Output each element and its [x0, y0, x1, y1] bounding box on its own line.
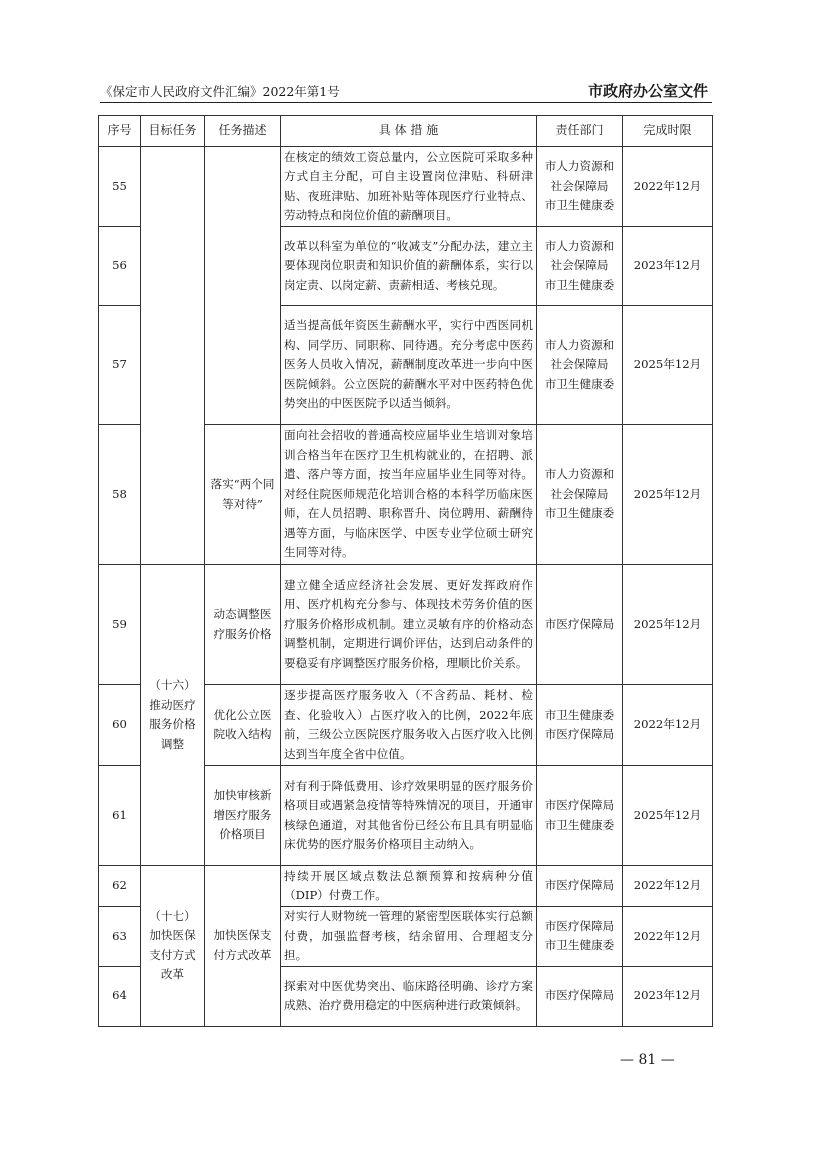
- dept-line: 社会保障局: [550, 178, 609, 193]
- deadline: 2022年12月: [623, 866, 713, 907]
- measure-text: 面向社会招收的普通高校应届毕业生培训对象培训合格当年在医疗卫生机构就业的，在招聘、派遣、落户等方面，按当年应届毕业生同等对待。对经住院医师规范化培训合格的本科学历临床医师，在人员招聘、职称晋升、岗位聘用、薪酬待遇等方面，与临床医学、中医专业学位硕士研究生同等对待。: [281, 425, 537, 565]
- row-number: 64: [99, 966, 141, 1026]
- col-header-time: 完成时限: [623, 116, 713, 147]
- publication-title: 《保定市人民政府文件汇编》2022年第1号: [100, 84, 340, 99]
- dept-cell: [537, 147, 623, 227]
- dept-cell: [537, 966, 623, 1026]
- col-header-dept: 责任部门: [537, 116, 623, 147]
- dept-line: 市医疗保障局: [544, 798, 615, 812]
- measure-text: 逐步提高医疗服务收入（不含药品、耗材、检查、化验收入）占医疗收入的比例，2022年底前，三级公立医院医疗服务收入占医疗收入比例达到当年度全省中位值。: [281, 685, 537, 766]
- measure-text: 对有利于降低费用、诊疗效果明显的医疗服务价格项目或遇紧急疫情等特殊情况的项目，开通审核绿色通道，对其他省份已经公布且具有明显临床优势的医疗服务价格项目主动纳入。: [281, 766, 537, 866]
- dept-line: 市卫生健康委: [544, 938, 615, 953]
- col-header-goal: 目标任务: [141, 116, 205, 147]
- dept-cell: [537, 866, 623, 907]
- task-description: 优化公立医院收入结构: [205, 685, 281, 766]
- deadline: 2022年12月: [623, 147, 713, 227]
- deadline: 2022年12月: [623, 685, 713, 766]
- dept-line: 市医疗保障局: [544, 727, 615, 741]
- measure-text: 改革以科室为单位的“收减支”分配办法，建立主要体现岗位职责和知识价值的薪酬体系，实行以岗定责、以岗定薪、责薪相适、考核兑现。: [281, 227, 537, 306]
- deadline: 2025年12月: [623, 425, 713, 565]
- dept-cell: [537, 907, 623, 967]
- task-description: 落实“两个同等对待”: [205, 425, 281, 565]
- col-header-measure: 具 体 措 施: [281, 116, 537, 147]
- dept-cell: [537, 685, 623, 766]
- dept-line: 社会保障局: [550, 486, 609, 501]
- dept-line: 市医疗保障局: [544, 878, 615, 893]
- page-header: [100, 80, 712, 103]
- deadline: 2023年12月: [623, 227, 713, 306]
- row-number: 59: [99, 565, 141, 685]
- dept-line: 市医疗保障局: [544, 918, 615, 933]
- measure-text: 在核定的绩效工资总量内，公立医院可采取多种方式自主分配，可自主设置岗位津贴、科研津贴、夜班津贴、加班补贴等体现医疗行业特点、劳动特点和岗位价值的薪酬项目。: [281, 147, 537, 227]
- dept-line: 市卫生健康委: [544, 817, 615, 832]
- measure-text: 建立健全适应经济社会发展、更好发挥政府作用、医疗机构充分参与、体现技术劳务价值的医疗服务价格形成机制。建立灵敏有序的价格动态调整机制，定期进行调价评估，达到启动条件的要稳妥有序调整医疗服务价格，理顺比价关系。: [281, 565, 537, 685]
- row-number: 56: [99, 227, 141, 306]
- goal-cell-empty: [141, 147, 205, 565]
- task-description: 加快审核新增医疗服务价格项目: [205, 766, 281, 866]
- task-description: 动态调整医疗服务价格: [205, 565, 281, 685]
- dept-line: 市卫生健康委: [544, 198, 615, 213]
- dept-line: 市人力资源和: [544, 159, 615, 174]
- measure-text: 持续开展区域点数法总额预算和按病种分值（DIP）付费工作。: [281, 866, 537, 907]
- table-row: [99, 866, 713, 907]
- desc-cell-empty: [205, 147, 281, 425]
- task-description: 加快医保支付方式改革: [205, 866, 281, 1027]
- measures-table: [98, 115, 713, 1027]
- deadline: 2025年12月: [623, 306, 713, 425]
- dept-cell: [537, 565, 623, 685]
- table-header-row: [99, 116, 713, 147]
- dept-cell: [537, 306, 623, 425]
- goal-task: （十六）推动医疗服务价格调整: [141, 565, 205, 866]
- dept-line: 市医疗保障局: [544, 616, 615, 631]
- table-row: [99, 565, 713, 685]
- row-number: 58: [99, 425, 141, 565]
- deadline: 2025年12月: [623, 766, 713, 866]
- dept-line: 市卫生健康委: [544, 506, 615, 521]
- dept-line: 市卫生健康委: [544, 376, 615, 391]
- row-number: 63: [99, 907, 141, 967]
- table-row: [99, 147, 713, 227]
- deadline: 2022年12月: [623, 907, 713, 967]
- col-header-no: 序号: [99, 116, 141, 147]
- measure-text: 探索对中医优势突出、临床路径明确、诊疗方案成熟、治疗费用稳定的中医病种进行政策倾斜。: [281, 966, 537, 1026]
- goal-task: （十七）加快医保支付方式改革: [141, 866, 205, 1027]
- dept-line: 市卫生健康委: [544, 277, 615, 292]
- dept-line: 市医疗保障局: [544, 988, 615, 1003]
- row-number: 61: [99, 766, 141, 866]
- dept-line: 市人力资源和: [544, 238, 615, 253]
- dept-cell: [537, 766, 623, 866]
- deadline: 2025年12月: [623, 565, 713, 685]
- dept-line: 市人力资源和: [544, 467, 615, 482]
- page-number: — 81 —: [620, 1052, 675, 1068]
- row-number: 55: [99, 147, 141, 227]
- measure-text: 适当提高低年资医生薪酬水平，实行中西医同机构、同学历、同职称、同待遇。充分考虑中医药医务人员收入情况，薪酬制度改革进一步向中医医院倾斜。公立医院的薪酬水平对中医药特色优势突出的中医医院予以适当倾斜。: [281, 306, 537, 425]
- col-header-desc: 任务描述: [205, 116, 281, 147]
- office-label: 市政府办公室文件: [587, 82, 708, 100]
- dept-line: 社会保障局: [550, 357, 609, 372]
- dept-line: 社会保障局: [550, 258, 609, 273]
- row-number: 62: [99, 866, 141, 907]
- row-number: 60: [99, 685, 141, 766]
- dept-cell: [537, 227, 623, 306]
- dept-line: 市卫生健康委: [544, 707, 615, 722]
- measure-text: 对实行人财物统一管理的紧密型医联体实行总额付费，加强监督考核，结余留用、合理超支分担。: [281, 907, 537, 967]
- row-number: 57: [99, 306, 141, 425]
- deadline: 2023年12月: [623, 966, 713, 1026]
- dept-cell: [537, 425, 623, 565]
- dept-line: 市人力资源和: [544, 337, 615, 352]
